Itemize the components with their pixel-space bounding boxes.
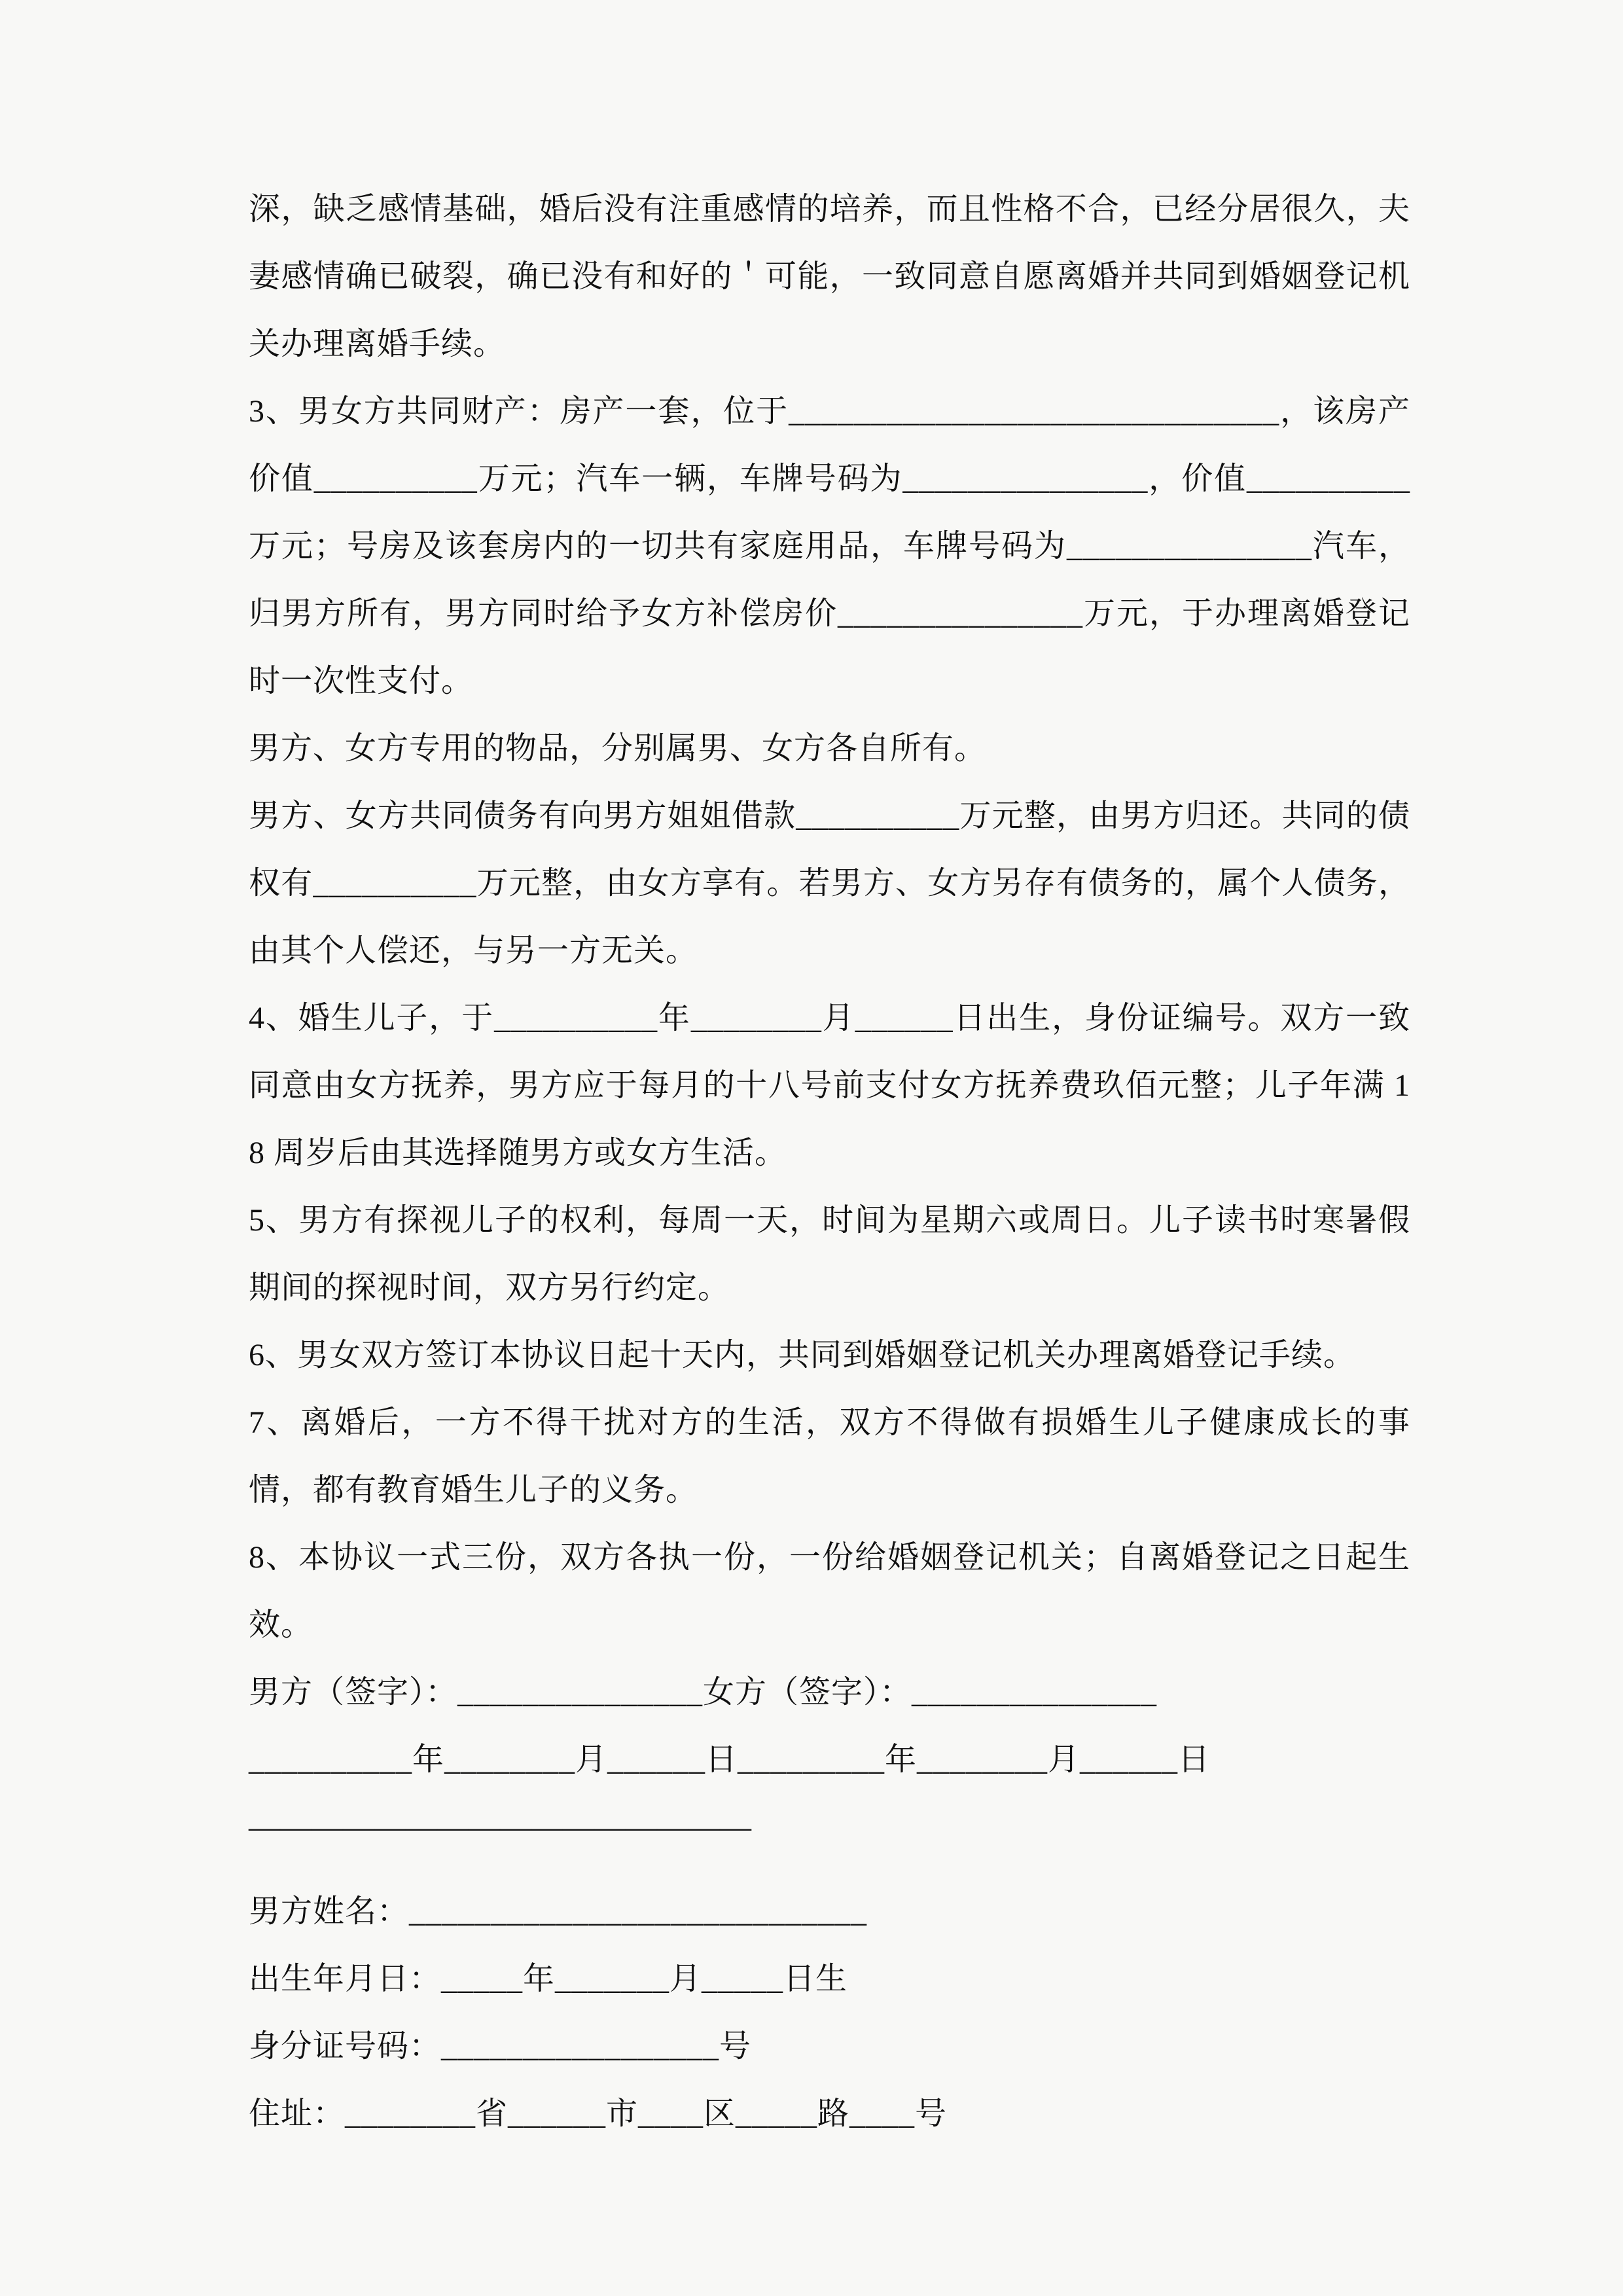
paragraph-continuation-emotion: 深，缺乏感情基础，婚后没有注重感情的培养，而且性格不合，已经分居很久，夫妻感情确已破裂，确已没有和好的＇可能，一致同意自愿离婚并共同到婚姻登记机关办理离婚手续。 xyxy=(249,192,1410,361)
paragraph-clause-7-noninterference: 7、离婚后，一方不得干扰对方的生活，双方不得做有损婚生儿子健康成长的事情，都有教育婚生儿子的义务。 xyxy=(249,1405,1410,1507)
paragraph-signature-date-line: __________年________月______日_________年________月______日 xyxy=(249,1742,1211,1777)
paragraph-clause-3-property: 3、男女方共同财产：房产一套，位于______________________________，该房产价值__________万元；汽车一辆，车牌号码为_______________，价值__________万元；号房及该套房内的一切共有家庭用品，车牌号码为_______________汽车，归男方所有，男方同时给予女方补偿房价_______________万元，于办理离婚登记时一次性支付。 xyxy=(249,394,1410,698)
paragraph-signature-line: 男方（签字）：_______________女方（签字）：_______________ xyxy=(249,1675,1158,1710)
paragraph-clause-5-visitation: 5、男方有探视儿子的权利，每周一天，时间为星期六或周日。儿子读书时寒暑假期间的探视时间，双方另行约定。 xyxy=(249,1203,1410,1305)
paragraph-husband-name: 男方姓名：____________________________ xyxy=(249,1894,868,1929)
paragraph-husband-address: 住址：________省______市____区_____路____号 xyxy=(249,2096,948,2131)
paragraph-clause-8-copies: 8、本协议一式三份，双方各执一份，一份给婚姻登记机关；自离婚登记之日起生效。 xyxy=(249,1540,1410,1642)
paragraph-husband-id-number: 身分证号码：_________________号 xyxy=(249,2029,752,2064)
paragraph-clause-6-registration: 6、男女双方签订本协议日起十天内，共同到婚姻登记机关办理离婚登记手续。 xyxy=(249,1338,1356,1372)
document-body xyxy=(249,175,1410,2147)
paragraph-husband-birthdate: 出生年月日：_____年_______月_____日生 xyxy=(249,1962,848,1996)
paragraph-debts: 男方、女方共同债务有向男方姐姐借款__________万元整，由男方归还。共同的债权有__________万元整，由女方享有。若男方、女方另存有债务的，属个人债务，由其个人偿还，与另一方无关。 xyxy=(249,798,1410,968)
paragraph-clause-4-child: 4、婚生儿子，于__________年________月______日出生，身份证编号。双方一致同意由女方抚养，男方应于每月的十八号前支付女方抚养费玖佰元整；儿子年满 18 周岁后由其选择随男方或女方生活。 xyxy=(249,1001,1410,1170)
paragraph-dash-separator: ———————————————— xyxy=(249,1810,751,1844)
paragraph-personal-items: 男方、女方专用的物品，分别属男、女方各自所有。 xyxy=(249,731,987,766)
